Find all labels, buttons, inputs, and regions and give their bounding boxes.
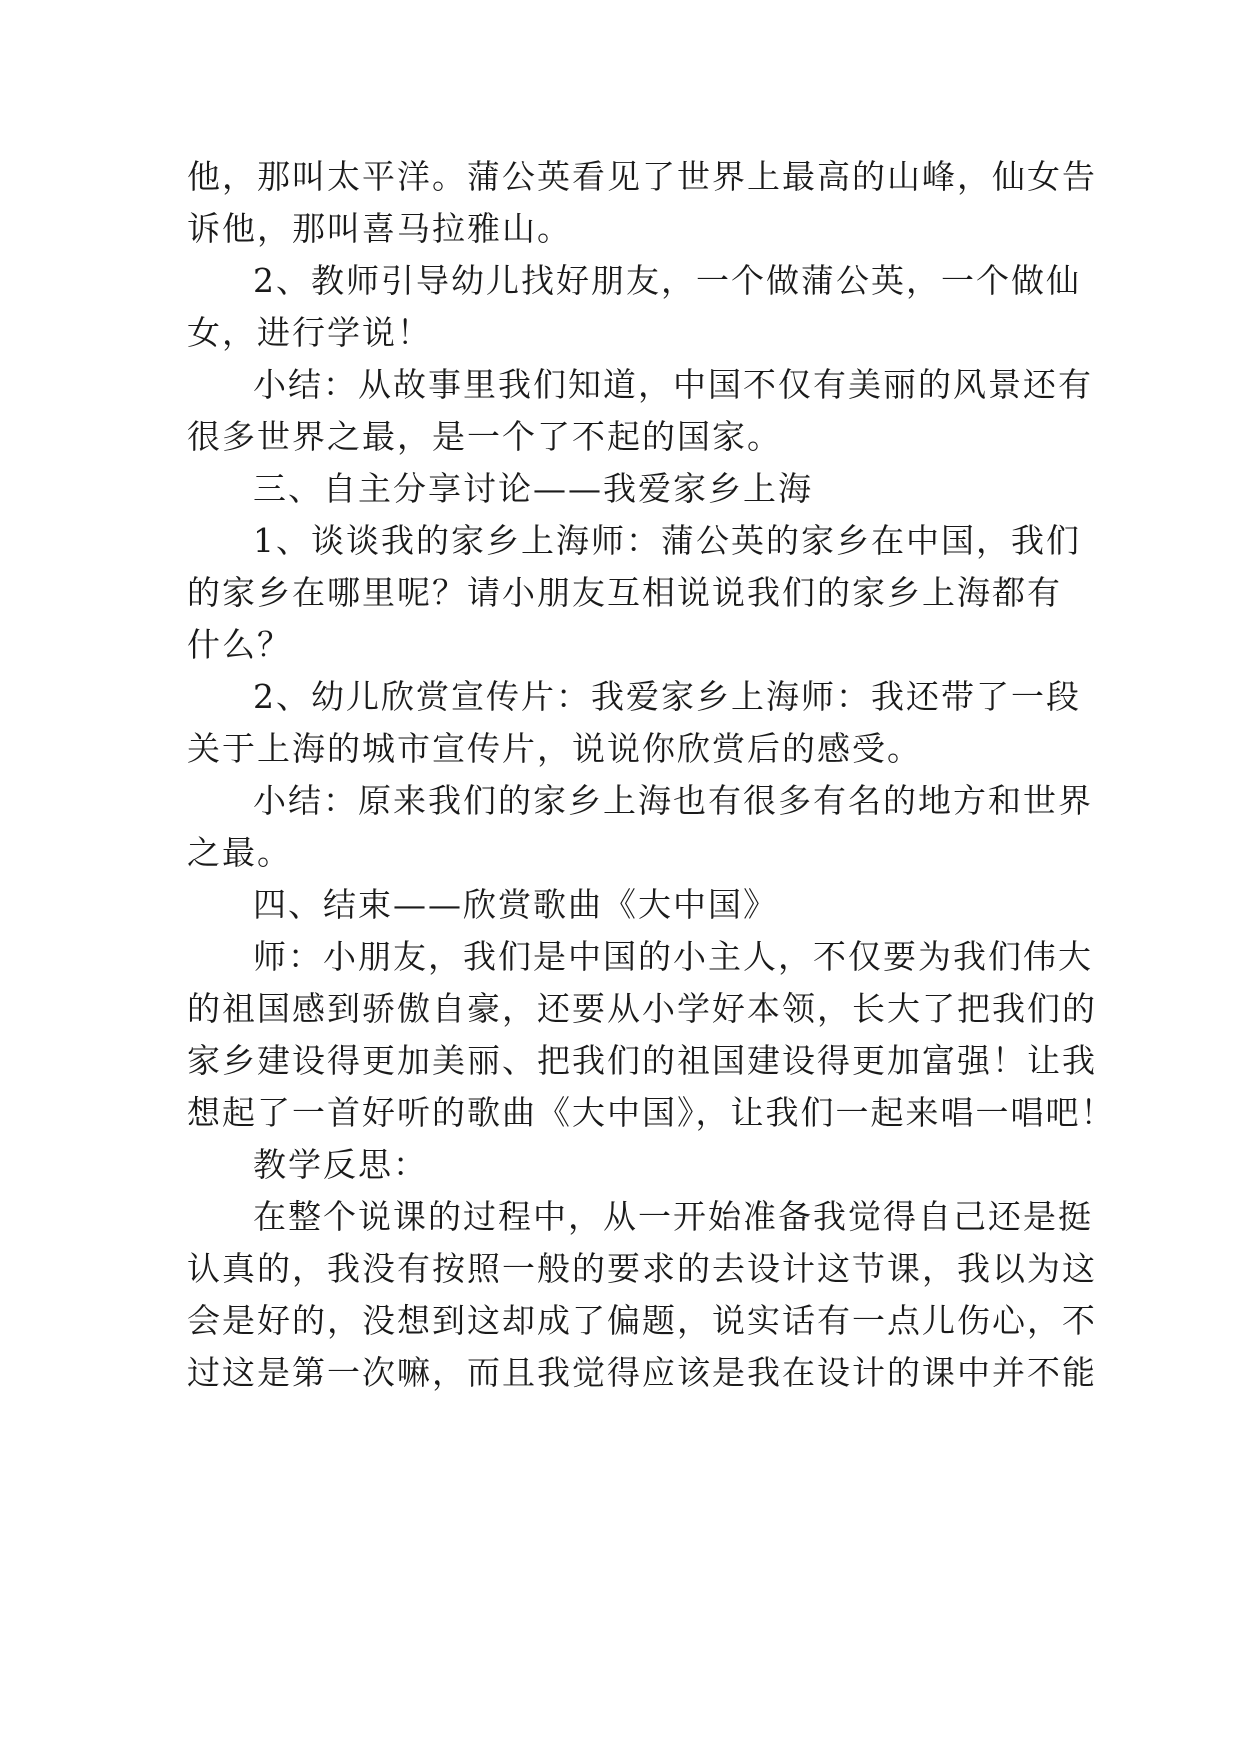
text-line: 1、谈谈我的家乡上海师：蒲公英的家乡在中国，我们 [253,521,1081,560]
text-line: 认真的，我没有按照一般的要求的去设计这节课，我以为这 [187,1249,1097,1288]
text-line: 的家乡在哪里呢？请小朋友互相说说我们的家乡上海都有 [187,573,1062,612]
text-line: 家乡建设得更加美丽、把我们的祖国建设得更加富强！让我 [187,1041,1097,1080]
text-line: 他，那叫太平洋。蒲公英看见了世界上最高的山峰，仙女告 [187,157,1097,196]
section-heading: 三、自主分享讨论——我爱家乡上海 [253,469,813,508]
text-line: 什么？ [187,625,292,664]
text-line: 2、教师引导幼儿找好朋友，一个做蒲公英，一个做仙 [253,261,1081,300]
section-heading: 教学反思： [253,1145,428,1184]
text-line: 的祖国感到骄傲自豪，还要从小学好本领，长大了把我们的 [187,989,1097,1028]
text-line: 女，进行学说！ [187,313,432,352]
text-line: 小结：原来我们的家乡上海也有很多有名的地方和世界 [253,781,1093,820]
text-line: 诉他，那叫喜马拉雅山。 [187,209,572,248]
text-line: 想起了一首好听的歌曲《大中国》，让我们一起来唱一唱吧！ [187,1093,1116,1132]
text-line: 在整个说课的过程中，从一开始准备我觉得自己还是挺 [253,1197,1093,1236]
text-line: 会是好的，没想到这却成了偏题，说实话有一点儿伤心，不 [187,1301,1097,1340]
text-line: 小结：从故事里我们知道，中国不仅有美丽的风景还有 [253,365,1093,404]
text-line: 关于上海的城市宣传片，说说你欣赏后的感受。 [187,729,922,768]
text-line: 过这是第一次嘛，而且我觉得应该是我在设计的课中并不能 [187,1353,1097,1392]
text-line: 师：小朋友，我们是中国的小主人，不仅要为我们伟大 [253,937,1093,976]
text-line: 2、幼儿欣赏宣传片：我爱家乡上海师：我还带了一段 [253,677,1081,716]
text-line: 之最。 [187,833,292,872]
section-heading: 四、结束——欣赏歌曲《大中国》 [253,885,778,924]
text-line: 很多世界之最，是一个了不起的国家。 [187,417,782,456]
